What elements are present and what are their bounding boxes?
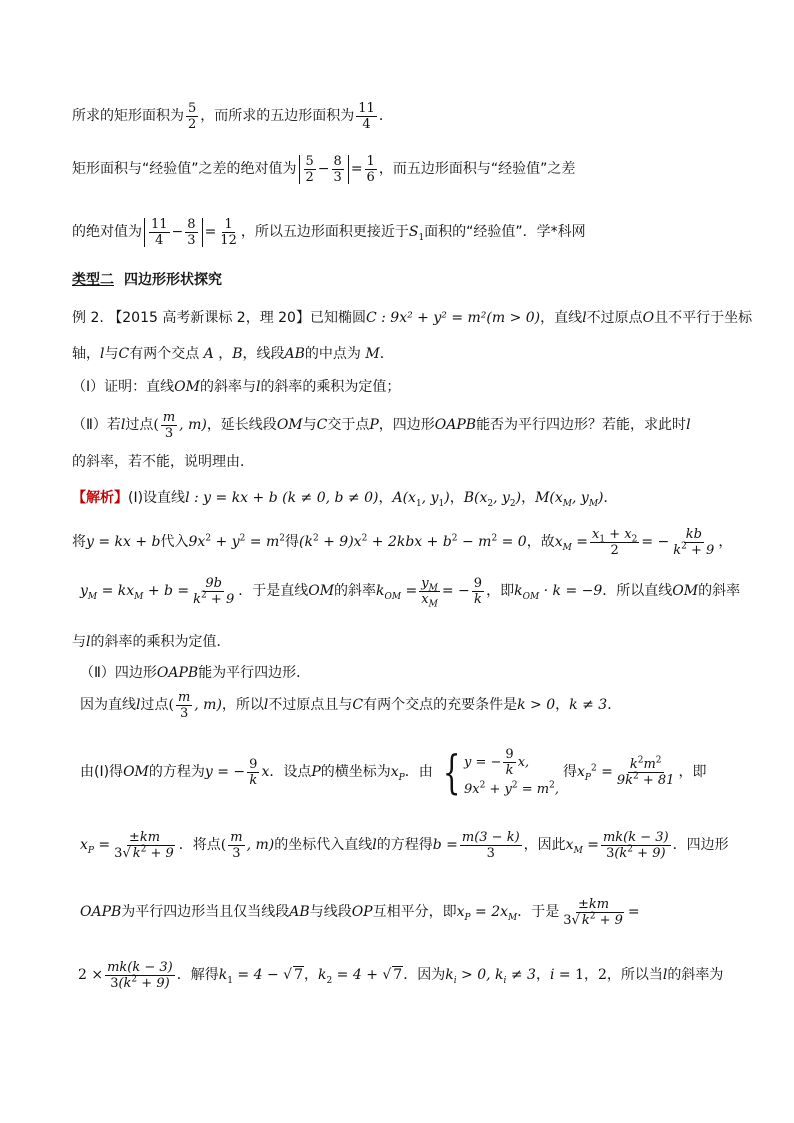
absolute-value-expr: $\frac{5}{2}$ − $\frac{8}{3}$ [299, 155, 349, 184]
solution-part-2: （Ⅱ）四边形 OAPB 能为平行四边形． [80, 665, 311, 681]
solution-line-6: 因为直线 l 过点 ( $\frac{m}{3}$ , m) ，所以 l 不过原点且与 C 有两个交点的充要条件是 k > 0 ， k ≠ 3 ． [80, 689, 622, 721]
fraction-result: $\frac{1}{6}$ [366, 153, 375, 185]
text: ，而五边形面积与“经验值”之差 [378, 161, 576, 177]
solution-line-4: 与 l 的斜率的乘积为定值． [72, 634, 231, 650]
section-title: 四边形形状探究 [124, 272, 222, 288]
section-label: 类型二 [72, 272, 114, 288]
equation-system: { y = − $\frac{9}{k}$ x, $9x^2 + y^2 = m^2$, [442, 745, 559, 799]
text: ． [378, 108, 393, 124]
fraction-pentagon-area: $\frac{11}{4}$ [358, 100, 375, 132]
text: 矩形面积与“经验值”之差的绝对值为 [72, 161, 297, 177]
solution-line-7: 由(Ⅰ)得 OM 的方程为 y = − $\frac{9}{k}$ x ．设点 P 的横坐标为 $x_P$ ．由 { y = − $\frac{9}{k}$ x, $9x^2 + y^2 = m^2$, 得 $x_P^2$ = $\frac{k^2m^2}{9k^2 + 81}$ ，即 [80, 745, 707, 799]
rect-difference-line: 矩形面积与“经验值”之差的绝对值为 $\frac{5}{2}$ − $\frac{8}{3}$ = $\frac{1}{6}$ ，而五边形面积与“经验值”之差 [72, 153, 576, 185]
solution-line-8: $x_P$ = $\frac{\pm km}{3√ k^2 + 9}$ ．将点 ( $\frac{m}{3}$ , m) 的坐标代入直线 l 的方程得 b = $\frac{m(3 - k)}{3}$ ，因此 $x_M$ = $\frac{mk(k - 3)}{3(k^2 + 9)}$ ．四边形 [80, 829, 729, 861]
text: 的绝对值为 [72, 224, 142, 240]
solution-tag: 【解析】 [72, 490, 128, 506]
solution-line-1: 【解析】 (Ⅰ)设直线 l : y = kx + b (k ≠ 0, b ≠ 0) ， $A(x_1$, $y_1$) ， $B(x_2$, $y_2$) ， $M(x_M$, $y_M$) ． [72, 490, 618, 509]
solution-line-2: 将 y = kx + b 代入 $9x^2 + y^2 = m^2$ 得 $(k^2 + 9)x^2 + 2kbx + b^2 - m^2 = 0$ ，故 $x_M$ = $\frac{x_1 + x_2}{2}$ = − $\frac{kb}{k^2 + 9}$ ， [72, 526, 733, 558]
fraction-result: $\frac{1}{12}$ [220, 216, 237, 248]
pentagon-difference-line: 的绝对值为 $\frac{11}{4}$ − $\frac{8}{3}$ = $\frac{1}{12}$ ，所以五边形面积更接近于 $S_1$ 面积的“经验值”．学*科网 [72, 216, 586, 248]
example-part-1: （Ⅰ）证明：直线 OM 的斜率与 l 的斜率的乘积为定值； [72, 379, 401, 395]
solution-line-9: OAPB 为平行四边形当且仅当线段 AB 与线段 OP 互相平分，即 $x_P = 2x_M$ ．于是 $\frac{\pm km}{3√ k^2 + 9}$ = [80, 896, 640, 928]
text: ，而所求的五边形面积为 [200, 108, 355, 124]
math-s1: $S_1$ [408, 224, 425, 243]
text: 所求的矩形面积为 [72, 108, 184, 124]
example-line-1: 例 2. 【2015 高考新课标 2，理 20】已知椭圆 C : 9x² + y² = m²(m > 0) ，直线 l 不过原点 O 且不平行于坐标 [72, 310, 753, 326]
text: 面积的“经验值”．学*科网 [424, 224, 586, 240]
example-line-2: 轴， l 与 C 有两个交点 A ， B ，线段 AB 的中点为 M ． [72, 346, 394, 362]
solution-line-3: $y_M = kx_M + b$ = $\frac{9b}{k^2 + 9}$ ．于是直线 OM 的斜率 $k_{OM}$ = $\frac{y_M}{x_M}$ = − $\frac{9}{k}$ ，即 $k_{OM} \cdot k = -9$ ．所以直线 OM 的斜率 [80, 575, 741, 610]
section-heading [72, 270, 222, 290]
example-part-2: （Ⅱ）若 l 过点 ( $\frac{m}{3}$ , m) ，延长线段 OM 与 C 交于点 P ，四边形 OAPB 能否为平行四边形？若能，求此时 l [72, 409, 691, 441]
area-result-line [72, 96, 393, 136]
absolute-value-expr: $\frac{11}{4}$ − $\frac{8}{3}$ [144, 218, 203, 247]
fraction-rect-area: $\frac{5}{2}$ [188, 100, 197, 132]
solution-line-10: 2 × $\frac{mk(k - 3)}{3(k^2 + 9)}$ ．解得 $k_1 = 4$ − √ 7 ， $k_2 = 4$ + √ 7 ．因为 $k_i > 0$, $k_i \ne 3$ ， i = 1 ， 2 ，所以当 l 的斜率为 [78, 959, 724, 991]
text: ，所以五边形面积更接近于 [240, 224, 409, 240]
example-part-2-cont: 的斜率，若不能，说明理由． [72, 454, 254, 470]
